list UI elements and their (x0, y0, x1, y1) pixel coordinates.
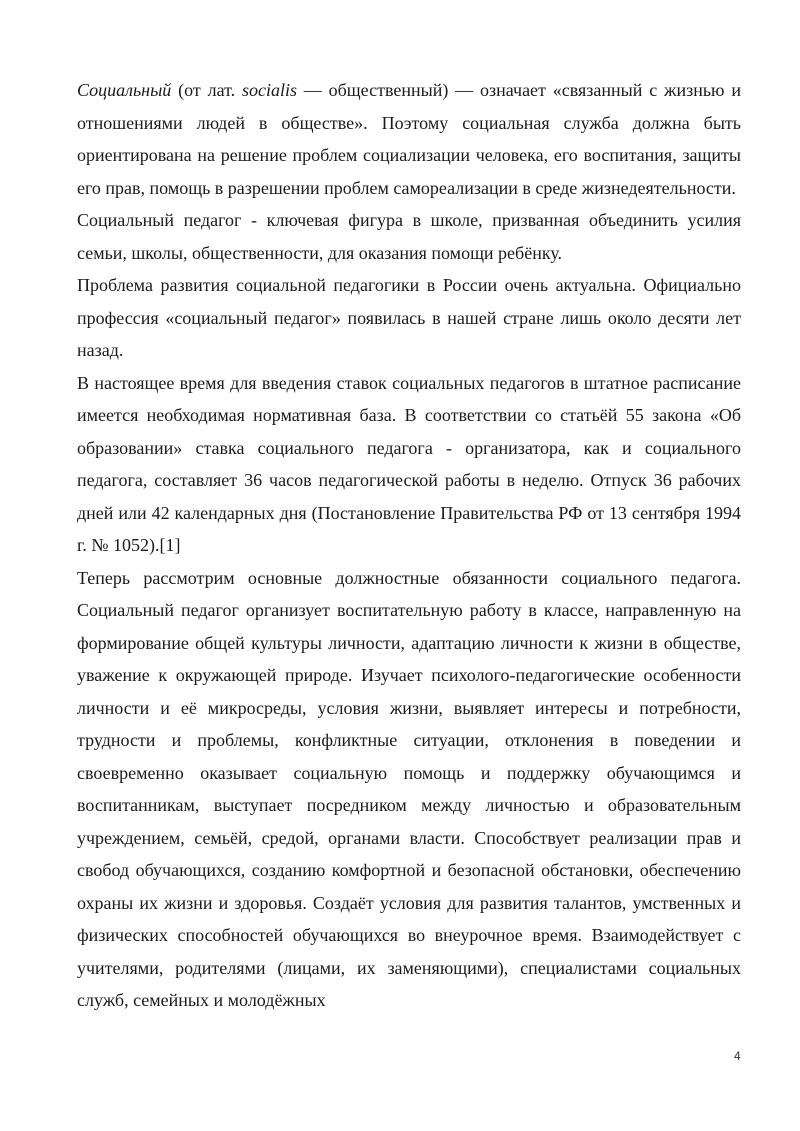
paragraph-definition (77, 74, 741, 204)
paragraph-duties: Теперь рассмотрим основные должностные обязанности социального педагога. Социальный педагог организует воспитательную работу в классе, направленную на формирование общей культуры личности, адаптацию личности к жизни в обществе, уважение к окружающей природе. Изучает психолого-педагогические особенности личности и её микросреды, условия жизни, выявляет интересы и потребности, трудности и проблемы, конфликтные ситуации, отклонения в поведении и своевременно оказывает социальную помощь и поддержку обучающимся и воспитанникам, выступает посредником между личностью и образовательным учреждением, семьёй, средой, органами власти. Способствует реализации прав и свобод обучающихся, созданию комфортной и безопасной обстановки, обеспечению охраны их жизни и здоровья. Создаёт условия для развития талантов, умственных и физических способностей обучающихся во внеурочное время. Взаимодействует с учителями, родителями (лицами, их заменяющими), специалистами социальных служб, семейных и молодёжных (77, 567, 741, 1010)
paragraph-problem: Проблема развития социальной педагогики в России очень актуальна. Официально профессия «социальный педагог» появилась в нашей стране лишь около десяти лет назад. (77, 275, 741, 360)
term-italic: Социальный (77, 80, 172, 100)
definition-text-b: — общественный) — означает «связанный с жизнью и отношениями людей в обществе». Поэтому социальная служба должна быть ориентирована на решение проблем социализации человека, его воспитания, защиты его прав, помощь в разрешении проблем самореализации в среде жизнедеятельности. (77, 80, 741, 198)
page-number: 4 (734, 1049, 741, 1063)
body-text (77, 74, 741, 1017)
paragraph-key-figure: Социальный педагог - ключевая фигура в школе, призванная объединить усилия семьи, школы, общественности, для оказания помощи ребёнку. (77, 210, 741, 263)
paragraph-regulations: В настоящее время для введения ставок социальных педагогов в штатное расписание имеется необходимая нормативная база. В соответствии со статьёй 55 закона «Об образовании» ставка социального педагога - организатора, как и социального педагога, составляет 36 часов педагогической работы в неделю. Отпуск 36 рабочих дней или 42 календарных дня (Постановление Правительства РФ от 13 сентября 1994 г. № 1052).[1] (77, 372, 741, 555)
definition-text-a: (от лат. (171, 80, 242, 100)
latin-term: socialis (241, 80, 297, 100)
